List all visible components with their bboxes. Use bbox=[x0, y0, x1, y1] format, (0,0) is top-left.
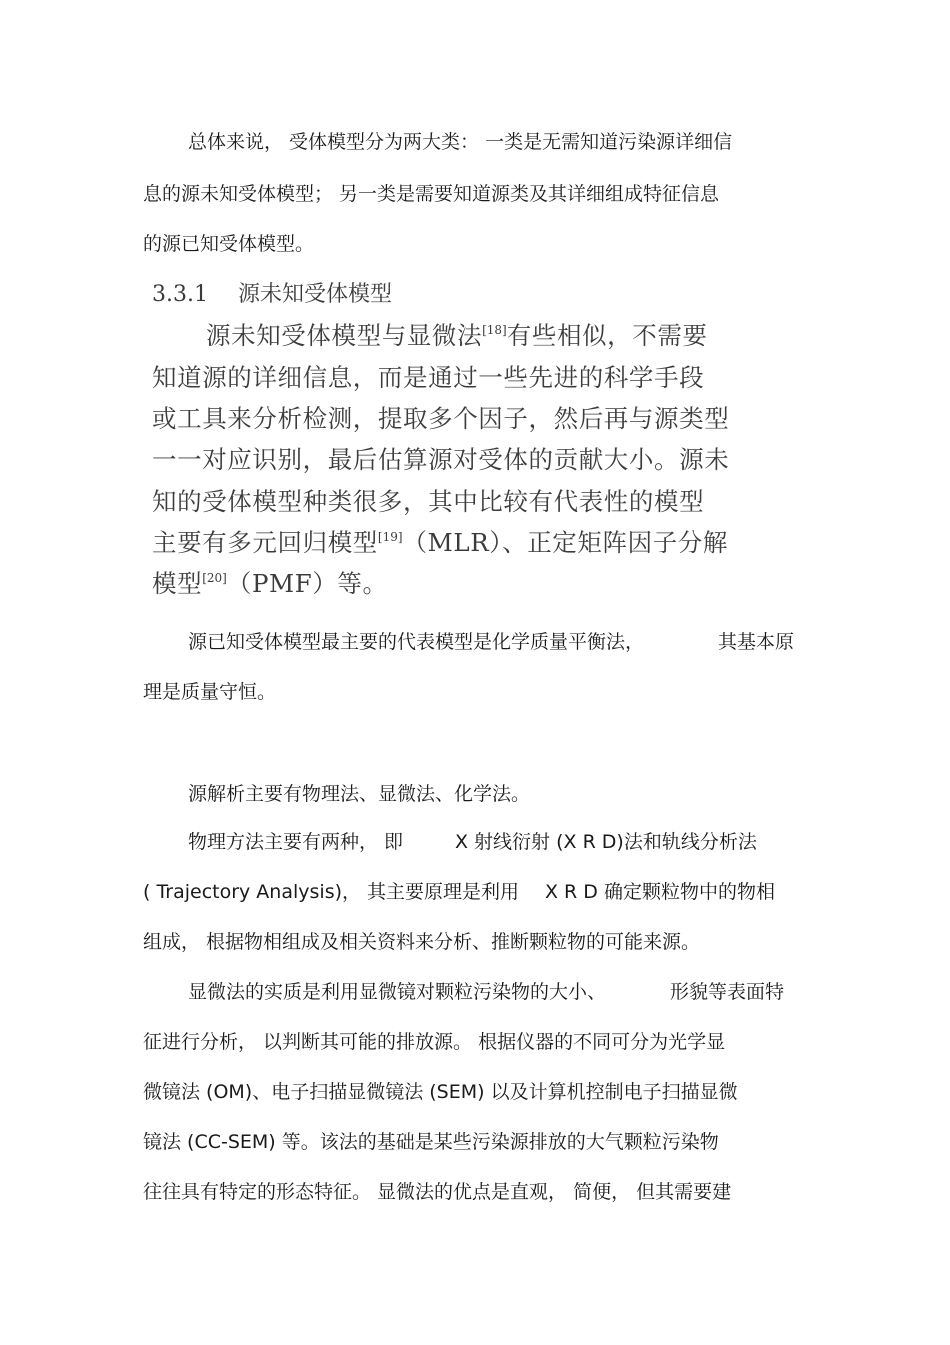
para-physical-line-3: 组成， 根据物相组成及相关资料来分析、推断颗粒物的可能来源。 bbox=[143, 931, 701, 953]
scan-line-2: 知道源的详细信息，而是通过一些先进的科学手段 bbox=[152, 363, 705, 392]
para-physical-line-2b: X R D 确定颗粒物中的物相 bbox=[545, 881, 775, 903]
scan-line-3: 或工具来分析检测，提取多个因子，然后再与源类型 bbox=[152, 404, 730, 433]
scan-line-1 bbox=[206, 320, 708, 352]
citation-19: [19] bbox=[377, 530, 403, 544]
scan-line-5: 知的受体模型种类很多，其中比较有代表性的模型 bbox=[152, 487, 705, 516]
scan-line-6-text: 主要有多元回归模型 bbox=[152, 528, 378, 557]
scan-line-7 bbox=[152, 568, 388, 600]
citation-18: [18] bbox=[482, 323, 507, 337]
scan-line-1-text-end: 有些相似，不需要 bbox=[506, 321, 708, 350]
para-intro-line-1: 总体来说， 受体模型分为两大类： 一类是无需知道污染源详细信 bbox=[188, 131, 733, 153]
para-micro-line-1b: 形貌等表面特 bbox=[670, 981, 785, 1003]
section-title: 源未知受体模型 bbox=[238, 282, 393, 307]
para-known-line-2: 理是质量守恒。 bbox=[143, 681, 277, 703]
scan-line-4: 一一对应识别，最后估算源对受体的贡献大小。源未 bbox=[152, 445, 730, 474]
para-methods-line-1: 源解析主要有物理法、显微法、化学法。 bbox=[188, 783, 531, 805]
para-micro-line-1a: 显微法的实质是利用显微镜对颗粒污染物的大小、 bbox=[188, 981, 607, 1003]
para-known-line-1a: 源已知受体模型最主要的代表模型是化学质量平衡法， bbox=[188, 631, 645, 653]
section-number: 3.3.1 bbox=[152, 282, 208, 307]
para-micro-line-3: 微镜法 (OM)、电子扫描显微镜法 (SEM) 以及计算机控制电子扫描显微 bbox=[143, 1081, 738, 1103]
para-physical-line-2a: ( Trajectory Analysis)， 其主要原理是利用 bbox=[143, 881, 520, 903]
para-micro-line-2: 征进行分析， 以判断其可能的排放源。 根据仪器的不同可分为光学显 bbox=[143, 1031, 726, 1053]
para-physical-line-1b: X 射线衍射 (X R D)法和轨线分析法 bbox=[455, 831, 757, 853]
citation-20: [20] bbox=[202, 571, 227, 585]
scan-line-6-text-end: （MLR）、正定矩阵因子分解 bbox=[402, 528, 728, 557]
section-heading bbox=[152, 280, 392, 310]
para-micro-line-5: 往往具有特定的形态特征。 显微法的优点是直观， 简便， 但其需要建 bbox=[143, 1181, 732, 1203]
para-physical-line-1a: 物理方法主要有两种， 即 bbox=[188, 831, 404, 853]
scan-line-6 bbox=[152, 527, 728, 559]
scan-line-1-text: 源未知受体模型与显微法 bbox=[206, 321, 483, 350]
para-intro-line-2: 息的源未知受体模型； 另一类是需要知道源类及其详细组成特征信息 bbox=[143, 183, 720, 205]
para-known-line-1b: 其基本原 bbox=[718, 631, 795, 653]
para-intro-line-3: 的源已知受体模型。 bbox=[143, 233, 315, 255]
para-micro-line-4: 镜法 (CC-SEM) 等。该法的基础是某些污染源排放的大气颗粒污染物 bbox=[143, 1131, 719, 1153]
scan-line-7-text-end: （PMF）等。 bbox=[226, 569, 388, 598]
scan-line-7-text: 模型 bbox=[152, 569, 203, 598]
